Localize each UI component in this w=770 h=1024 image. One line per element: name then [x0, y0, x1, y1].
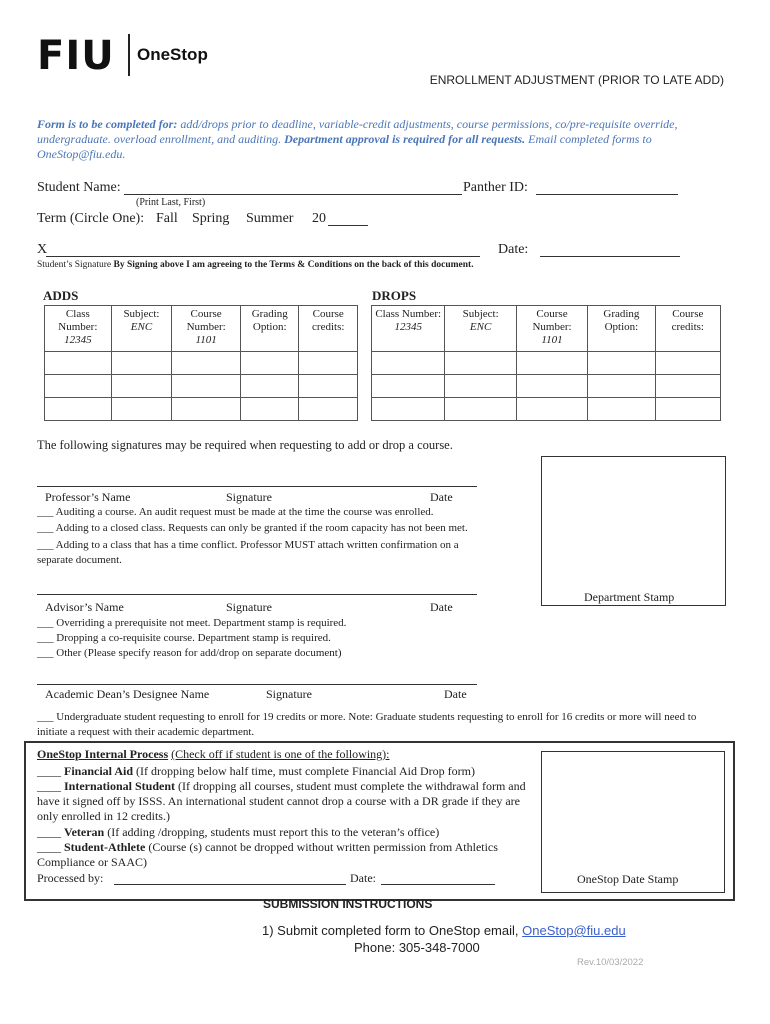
date-field[interactable]	[540, 256, 680, 257]
internal-title-note: (Check off if student is one of the following):	[171, 747, 390, 761]
drops-table	[371, 305, 721, 421]
table-row[interactable]	[45, 352, 358, 375]
table-row[interactable]	[372, 352, 721, 375]
professor-name-label: Professor’s Name	[45, 490, 131, 504]
col-grading-option: Grading Option:	[241, 306, 299, 352]
table-row[interactable]	[372, 375, 721, 398]
professor-item-closed[interactable]: ___ Adding to a closed class. Requests can only be granted if the room capacity has not been met.	[37, 522, 468, 534]
col-subject: Subject: ENC	[111, 306, 172, 352]
brand-name: OneStop	[137, 45, 208, 64]
logo-divider	[128, 34, 130, 76]
processed-by-label: Processed by:	[37, 871, 104, 885]
intro-bold: Department approval is required for all requests.	[281, 132, 526, 146]
advisor-signature-line[interactable]	[37, 594, 477, 595]
dean-name-label: Academic Dean’s Designee Name	[45, 687, 210, 701]
adds-title: ADDS	[43, 288, 79, 303]
col-course-number: Course Number: 1101	[172, 306, 241, 352]
term-year-field[interactable]	[328, 225, 368, 226]
internal-item-veteran[interactable]: ____ Veteran (If adding /dropping, students must report this to the veteran’s office)	[37, 825, 440, 839]
dean-signature-label: Signature	[266, 687, 312, 701]
professor-signature-label: Signature	[226, 490, 272, 504]
student-name-label: Student Name:	[37, 180, 121, 195]
col-course-credits: Course credits:	[299, 306, 358, 352]
signature-terms: By Signing above I am agreeing to the Terms & Conditions on the back of this document.	[113, 260, 474, 270]
submission-instruction: 1) Submit completed form to OneStop email,	[262, 923, 519, 938]
submission-line	[262, 923, 626, 938]
advisor-name-label: Advisor’s Name	[45, 600, 124, 614]
table-row[interactable]	[372, 398, 721, 421]
internal-title: OneStop Internal Process	[37, 747, 169, 761]
onestop-stamp-label: OneStop Date Stamp	[577, 872, 679, 886]
internal-item-financial-aid[interactable]: ____ Financial Aid (If dropping below half time, must complete Financial Aid Drop form)	[37, 764, 475, 778]
dean-signature-line[interactable]	[37, 684, 477, 685]
col-subject: Subject: ENC	[445, 306, 516, 352]
intro-text	[37, 117, 717, 162]
revision-date: Rev.10/03/2022	[577, 957, 644, 968]
student-name-field[interactable]	[124, 194, 462, 195]
phone-number: Phone: 305-348-7000	[354, 940, 480, 955]
term-summer[interactable]: Summer	[246, 211, 294, 226]
date-label: Date:	[498, 242, 529, 257]
professor-item-conflict[interactable]: ___ Adding to a class that has a time conflict. Professor MUST attach written confirmation on a separate document.	[37, 539, 459, 566]
internal-heading	[37, 747, 390, 762]
col-class-number: Class Number: 12345	[372, 306, 445, 352]
table-header-row	[45, 306, 358, 352]
print-hint: (Print Last, First)	[136, 197, 206, 208]
signature-x: X	[37, 242, 48, 257]
term-fall[interactable]: Fall	[156, 211, 178, 226]
advisor-item-prereq[interactable]: ___ Overriding a prerequisite not meet. Department stamp is required.	[37, 617, 347, 629]
dean-date-label: Date	[444, 687, 467, 701]
advisor-date-label: Date	[430, 600, 453, 614]
signature-caption	[37, 260, 474, 270]
professor-date-label: Date	[430, 490, 453, 504]
table-row[interactable]	[45, 398, 358, 421]
col-grading-option: Grading Option:	[588, 306, 655, 352]
professor-item-audit[interactable]: ___ Auditing a course. An audit request must be made at the time the course was enrolled.	[37, 506, 434, 518]
term-spring[interactable]: Spring	[192, 211, 230, 226]
panther-id-field[interactable]	[536, 194, 678, 195]
professor-signature-line[interactable]	[37, 486, 477, 487]
adds-table	[44, 305, 358, 421]
processed-date-field[interactable]	[381, 884, 495, 885]
department-stamp-box	[541, 456, 726, 606]
col-course-number: Course Number: 1101	[516, 306, 587, 352]
advisor-item-other[interactable]: ___ Other (Please specify reason for add/drop on separate document)	[37, 647, 342, 659]
term-year-prefix: 20	[312, 211, 326, 226]
intro-lead: Form is to be completed for:	[37, 117, 178, 131]
drops-title: DROPS	[372, 288, 417, 303]
intro-body: add/drops prior to deadline, variable-credit adjustments, course permissions, co/pre-requisite override, undergraduate. overload enrollment, and auditing.	[37, 117, 678, 146]
onestop-email-link[interactable]: OneStop@fiu.edu	[522, 923, 626, 938]
internal-item-international[interactable]: ____ International Student (If dropping all courses, student must complete the withdrawal form and have it signed off by ISSS. An international student cannot drop a course with a DR grade if they are only enrolled in 12 credits.)	[37, 779, 526, 823]
signature-label: Student’s Signature	[37, 260, 112, 270]
advisor-item-coreq[interactable]: ___ Dropping a co-requisite course. Department stamp is required.	[37, 632, 331, 644]
table-row[interactable]	[45, 375, 358, 398]
col-class-number: Class Number: 12345	[45, 306, 112, 352]
processed-date-label: Date:	[350, 871, 376, 885]
col-course-credits: Course credits:	[655, 306, 720, 352]
dean-overload-note[interactable]: ___ Undergraduate student requesting to enroll for 19 credits or more. Note: Graduate students requesting to enroll for 16 credits or more will need to initiate a request with their academic department.	[37, 711, 697, 738]
internal-item-athlete[interactable]: ____ Student-Athlete (Course (s) cannot be dropped without written permission from Athletics Compliance or SAAC)	[37, 840, 498, 869]
student-signature-field[interactable]	[46, 256, 480, 257]
advisor-signature-label: Signature	[226, 600, 272, 614]
term-label: Term (Circle One):	[37, 211, 145, 226]
fiu-logo: FIU	[37, 33, 115, 79]
department-stamp-label: Department Stamp	[584, 590, 675, 604]
processed-by-field[interactable]	[114, 884, 346, 885]
intro-tail: Email completed forms to OneStop@fiu.edu.	[37, 132, 652, 161]
panther-id-label: Panther ID:	[463, 180, 528, 195]
submission-heading: SUBMISSION INSTRUCTIONS	[263, 897, 433, 911]
form-title: ENROLLMENT ADJUSTMENT (PRIOR TO LATE ADD)	[429, 73, 724, 87]
table-header-row	[372, 306, 721, 352]
signatures-intro: The following signatures may be required when requesting to add or drop a course.	[37, 438, 453, 452]
